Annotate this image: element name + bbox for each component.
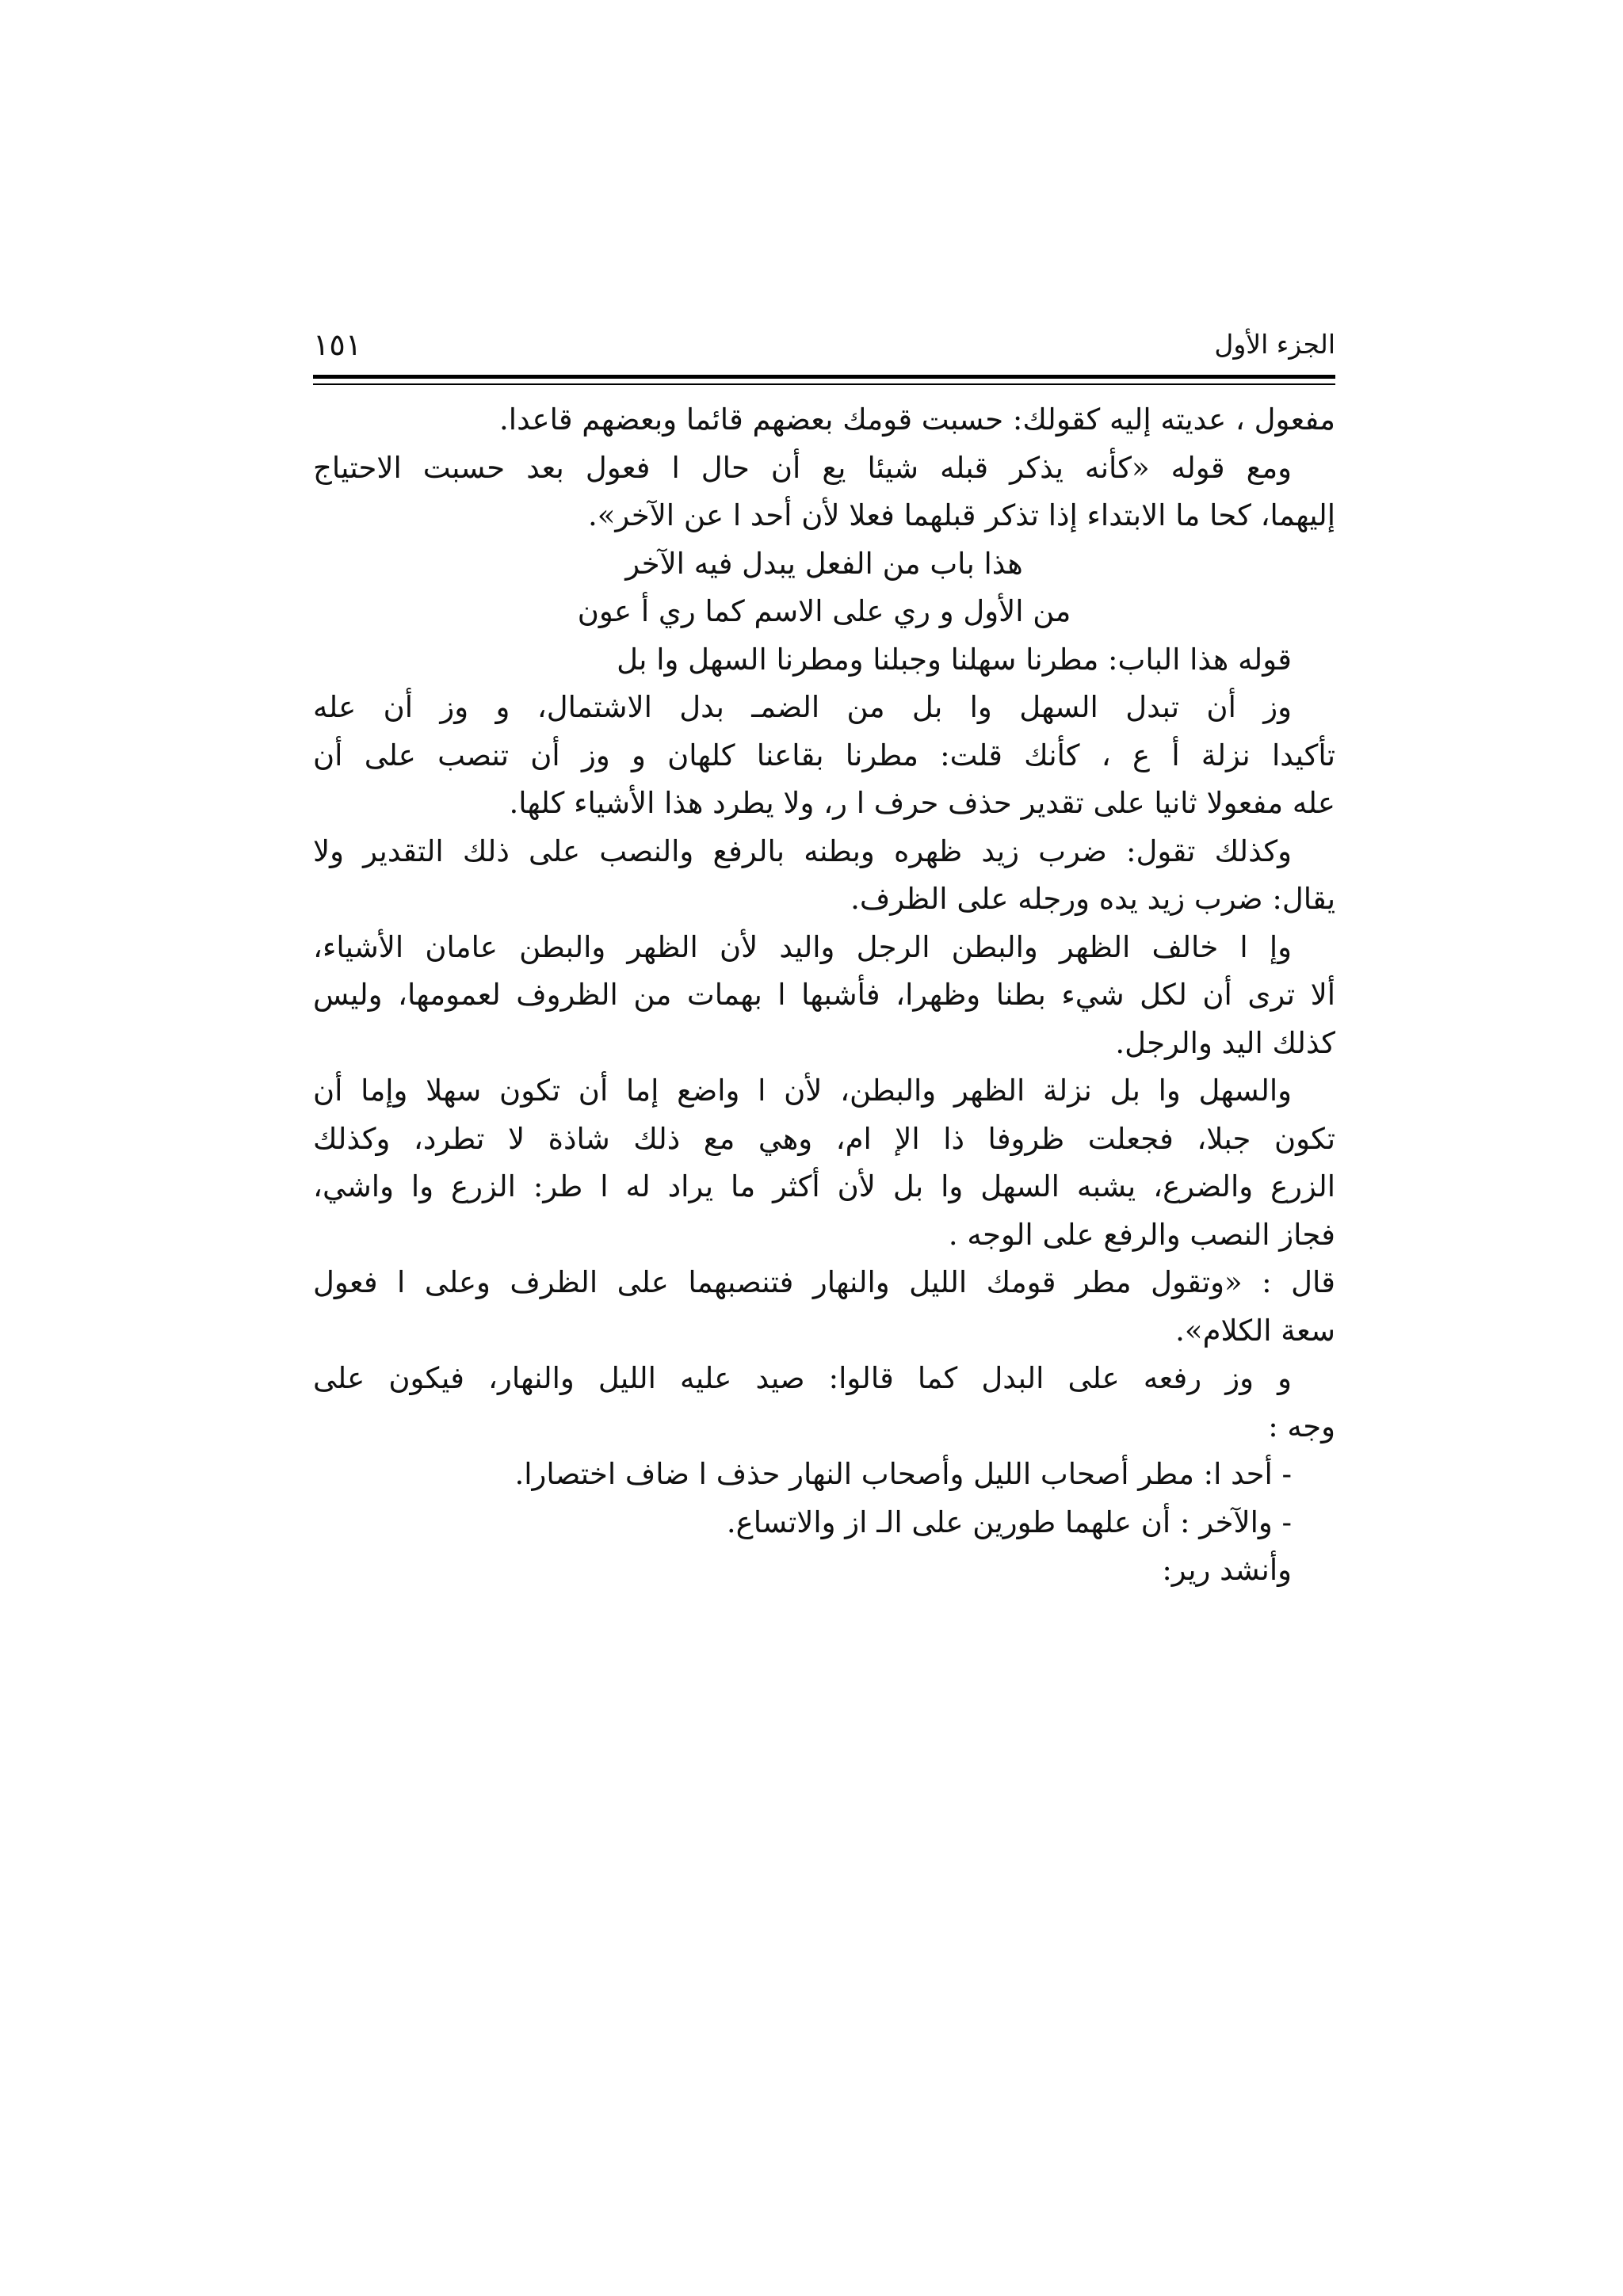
header-rule-thick xyxy=(313,375,1335,379)
text-line: الزرع والضرع، يشبه السهل وا بل لأن أكثر ما يراد له ا طر: الزرع وا واشي، xyxy=(313,1169,1335,1203)
list-item: - والآخر : أن علهما طورين على الـ از والاتساع. xyxy=(726,1505,1292,1539)
text-line: ألا ترى أن لكل شيء بطنا وظهرا، فأشبها ا بهمات من الظروف لعمومها، وليس xyxy=(313,978,1335,1012)
text-line: فجاز النصب والرفع على الوجه . xyxy=(948,1217,1335,1252)
page-header xyxy=(313,321,1335,376)
text-line: إليهما، كحا ما الابتداء إذا تذكر قبلهما فعلا لأن أحد ا عن الآخر». xyxy=(588,498,1335,532)
body-text xyxy=(313,396,1335,1595)
text-line: وأنشد رير: xyxy=(1162,1553,1292,1587)
text-line: تأكيدا نزلة أ ع ، كأنك قلت: مطرنا بقاعنا كلهان و وز أن تنصب على أن xyxy=(313,738,1335,772)
text-line: مفعول ، عديته إليه كقولك: حسبت قومك بعضهم قائما وبعضهم قاعدا. xyxy=(499,402,1335,437)
text-line: تكون جبلا، فجعلت ظروفا ذا الإ ام، وهي مع ذلك شاذة لا تطرد، وكذلك xyxy=(313,1121,1335,1156)
text-line: و وز رفعه على البدل كما قالوا: صيد عليه الليل والنهار، فيكون على xyxy=(313,1361,1292,1395)
text-line: وز أن تبدل السهل وا بل من الضمـ بدل الاشتمال، و وز أن عله xyxy=(313,690,1292,724)
text-line: يقال: ضرب زيد يده ورجله على الظرف. xyxy=(850,882,1335,916)
list-item: - أحد ا: مطر أصحاب الليل وأصحاب النهار حذف ا ضاف اختصارا. xyxy=(514,1457,1292,1491)
running-title: الجزء الأول xyxy=(1214,329,1335,360)
text-line: وجه : xyxy=(1268,1409,1335,1444)
text-line: قال : «وتقول مطر قومك الليل والنهار فتنصبهما على الظرف وعلى ا فعول xyxy=(313,1265,1335,1299)
text-line: وإ ا خالف الظهر والبطن الرجل واليد لأن الظهر والبطن عامان الأشياء، xyxy=(313,929,1292,964)
section-heading: هذا باب من الفعل يبدل فيه الآخر xyxy=(625,546,1023,581)
text-line: قوله هذا الباب: مطرنا سهلنا وجبلنا ومطرنا السهل وا بل xyxy=(617,642,1292,677)
header-rule-thin xyxy=(313,383,1335,385)
text-line: والسهل وا بل نزلة الظهر والبطن، لأن ا واضع إما أن تكون سهلا وإما أن xyxy=(313,1074,1292,1108)
text-line: وكذلك تقول: ضرب زيد ظهره وبطنه بالرفع والنصب على ذلك التقدير ولا xyxy=(313,833,1292,868)
text-line: سعة الكلام». xyxy=(1175,1313,1335,1348)
text-line: ومع قوله «كأنه يذكر قبله شيئا يع أن حال ا فعول بعد حسبت الاحتياج xyxy=(313,450,1292,485)
page-number: ١٥١ xyxy=(313,327,362,362)
section-heading: من الأول و ري على الاسم كما ري أ عون xyxy=(577,594,1071,628)
text-line: عله مفعولا ثانيا على تقدير حذف حرف ا ر، ولا يطرد هذا الأشياء كلها. xyxy=(509,786,1335,820)
text-line: كذلك اليد والرجل. xyxy=(1115,1025,1335,1060)
